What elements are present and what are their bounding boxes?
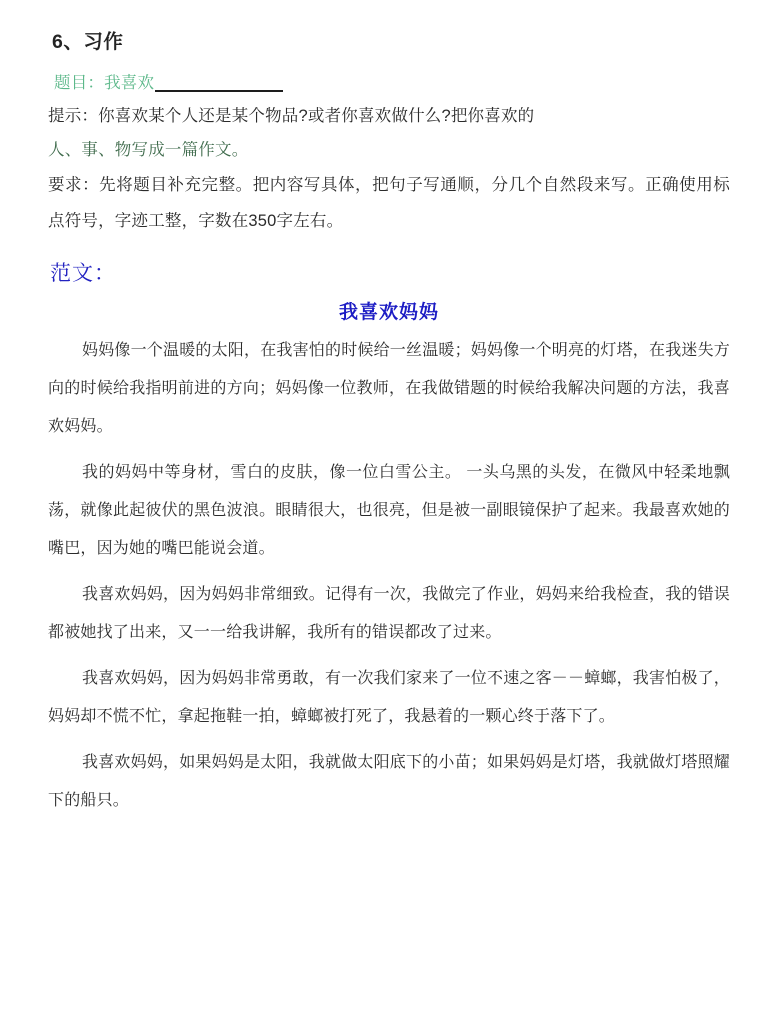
- page-title: 6、习作: [52, 31, 124, 53]
- essay-paragraph: 我喜欢妈妈，如果妈妈是太阳，我就做太阳底下的小苗；如果妈妈是灯塔，我就做灯塔照耀下的船只。: [48, 753, 731, 809]
- essay-body: [48, 332, 730, 820]
- prompt-section: [48, 67, 730, 239]
- essay-paragraph: 我喜欢妈妈，因为妈妈非常勇敢，有一次我们家来了一位不速之客－－蟑螂，我害怕极了，妈妈却不慌不忙，拿起拖鞋一拍，蟑螂被打死了，我悬着的一颗心终于落下了。: [48, 669, 731, 725]
- sample-essay-label: 范文：: [50, 262, 116, 286]
- essay-paragraph: 我的妈妈中等身材，雪白的皮肤，像一位白雪公主。 一头乌黑的头发，在微风中轻柔地飘荡，就像此起彼伏的黑色波浪。眼睛很大，也很亮，但是被一副眼镜保护了起来。我最喜欢她的嘴巴，因为她的嘴巴能说会道。: [48, 463, 730, 557]
- topic-label: 题目：我喜欢: [54, 74, 155, 93]
- topic-line: [54, 67, 730, 99]
- prompt-line-2-green: 人、事、物写成一篇作文。: [48, 141, 249, 160]
- essay-paragraph: 我喜欢妈妈，因为妈妈非常细致。记得有一次，我做完了作业，妈妈来给我检查，我的错误都被她找了出来，又一一给我讲解，我所有的错误都改了过来。: [48, 585, 731, 641]
- essay-paragraph: 妈妈像一个温暖的太阳，在我害怕的时候给一丝温暖；妈妈像一个明亮的灯塔，在我迷失方向的时候给我指明前进的方向；妈妈像一位教师，在我做错题的时候给我解决问题的方法，我喜欢妈妈。: [48, 341, 731, 435]
- requirement-paragraph: 要求：先将题目补充完整。把内容写具体，把句子写通顺，分几个自然段来写。正确使用标点符号，字迹工整，字数在350字左右。: [48, 176, 730, 231]
- prompt-paragraph: [48, 99, 730, 167]
- essay-title: 我喜欢妈妈: [338, 301, 439, 323]
- prompt-line-1: 提示：你喜欢某个人还是某个物品?或者你喜欢做什么?把你喜欢的: [48, 107, 535, 126]
- topic-blank-rule[interactable]: [155, 90, 283, 92]
